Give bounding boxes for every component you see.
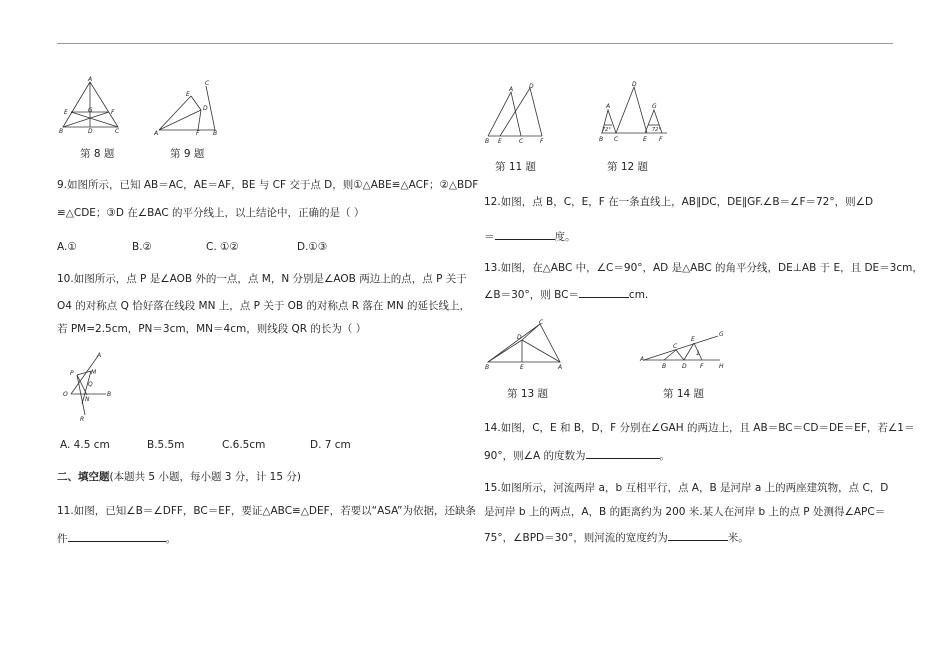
f14-label-D: D	[682, 363, 687, 370]
header-rule	[57, 43, 893, 44]
caption-fig12: 第 12 题	[607, 161, 649, 173]
f13-label-E: E	[520, 364, 524, 371]
q13-line1: 13.如图，在△ABC 中，∠C＝90°，AD 是△ABC 的角平分线，DE⊥AB 于 E，且 DE＝3cm，	[484, 262, 923, 274]
f14-label-F: F	[700, 363, 704, 370]
f12-label-B: B	[599, 136, 604, 143]
q9-option-d[interactable]: D.①③	[297, 241, 328, 253]
q12-prefix: ＝	[484, 231, 495, 243]
f13-label-A: A	[558, 364, 563, 371]
q12-line2	[484, 228, 576, 244]
f8-label-F: F	[111, 109, 115, 116]
q15-line1: 15.如图所示，河流两岸 a，b 互相平行，点 A，B 是河岸 a 上的两座建筑物，点 C，D	[484, 482, 889, 494]
q15-suffix: 米。	[727, 532, 749, 544]
f8-label-A: A	[88, 76, 93, 83]
figure-11-triangles	[484, 84, 550, 146]
f8-label-E: E	[64, 109, 68, 116]
q10-option-d[interactable]: D. 7 cm	[310, 439, 351, 451]
f10-label-N: N	[85, 396, 90, 403]
f9-label-A: A	[154, 130, 159, 137]
f8-label-D: D	[88, 128, 93, 135]
q14-line2	[484, 447, 670, 463]
q10-line3: 若 PM=2.5cm，PN＝3cm，MN＝4cm，则线段 QR 的长为（ ）	[57, 323, 367, 335]
f14-label-A: A	[640, 356, 645, 363]
f11-label-B: B	[485, 138, 490, 145]
caption-fig9: 第 9 题	[170, 148, 205, 160]
f9-label-E: E	[186, 91, 190, 98]
caption-fig14: 第 14 题	[663, 388, 705, 400]
q15-prefix: 75°，∠BPD＝30°，则河流的宽度约为	[484, 532, 668, 544]
q12-line1: 12.如图，点 B，C，E，F 在一条直线上，AB∥DC，DE∥GF.∠B＝∠F＝72°，则∠D	[484, 196, 874, 208]
f10-label-A: A	[97, 352, 102, 359]
q11-prefix: 件	[57, 533, 68, 545]
f10-label-B: B	[107, 391, 112, 398]
f14-label-H: H	[719, 363, 724, 370]
f10-label-P: P	[70, 370, 74, 377]
q10-line2: O4 的对称点 Q 恰好落在线段 MN 上，点 P 关于 OB 的对称点 R 落在 MN 的延长线上，	[57, 300, 471, 312]
q10-option-a[interactable]: A. 4.5 cm	[60, 439, 110, 451]
f9-label-C: C	[205, 80, 210, 87]
figure-13-triangle	[484, 318, 564, 372]
f10-label-R: R	[80, 416, 85, 423]
f8-label-C: C	[115, 128, 120, 135]
f10-label-Q: Q	[88, 381, 93, 388]
f11-label-C: C	[519, 138, 524, 145]
f12-label-A: A	[606, 103, 611, 110]
f10-label-O: O	[63, 391, 68, 398]
f9-label-D: D	[203, 105, 208, 112]
f9-label-F: F	[196, 130, 200, 137]
f12-label-72-right: 72°	[652, 127, 661, 133]
f12-label-E: E	[643, 136, 647, 143]
f12-label-F: F	[659, 136, 663, 143]
q13-answer-blank[interactable]	[579, 286, 629, 298]
f11-label-D: D	[529, 83, 534, 90]
f8-label-B: B	[59, 128, 64, 135]
q11-line1: 11.如图，已知∠B＝∠DFF，BC＝EF，要证△ABC≌△DEF，若要以“ASA”为依据，还缺条	[57, 505, 476, 517]
q14-prefix: 90°，则∠A 的度数为	[484, 450, 586, 462]
f14-label-1: 1	[696, 350, 700, 357]
f14-label-G: G	[719, 331, 724, 338]
q13-line2	[484, 286, 648, 302]
f14-label-B: B	[662, 363, 667, 370]
f11-label-F: F	[540, 138, 544, 145]
figure-9-triangles	[151, 80, 223, 136]
q10-option-b[interactable]: B.5.5m	[147, 439, 185, 451]
q11-answer-blank[interactable]	[68, 530, 166, 542]
q14-answer-blank[interactable]	[586, 447, 660, 459]
q9-option-a[interactable]: A.①	[57, 241, 77, 253]
caption-fig11: 第 11 题	[495, 161, 537, 173]
q12-answer-blank[interactable]	[495, 228, 555, 240]
f12-label-G: G	[652, 103, 657, 110]
q11-suffix: 。	[165, 533, 176, 545]
q9-line2: ≌△CDE；③D 在∠BAC 的平分线上，以上结论中，正确的是（ ）	[57, 207, 365, 219]
q10-option-c[interactable]: C.6.5cm	[222, 439, 266, 451]
f14-label-E: E	[691, 336, 695, 343]
figure-14-angle	[640, 330, 724, 372]
f13-label-C: C	[539, 319, 544, 326]
q14-suffix: 。	[659, 450, 671, 462]
f10-label-M: M	[91, 369, 97, 376]
f12-label-D: D	[632, 81, 637, 88]
caption-fig8: 第 8 题	[80, 148, 115, 160]
q13-suffix: cm.	[628, 289, 649, 301]
q9-option-c[interactable]: C. ①②	[206, 241, 239, 253]
f12-label-C: C	[614, 136, 619, 143]
section-2-title: 二、填空题	[57, 471, 110, 483]
q13-prefix: ∠B＝30°，则 BC＝	[484, 289, 579, 301]
q10-line1: 10.如图所示，点 P 是∠AOB 外的一点，点 M，N 分别是∠AOB 两边上的点，点 P 关于	[57, 273, 467, 285]
f11-label-A: A	[509, 86, 514, 93]
q9-line1: 9.如图所示，已知 AB＝AC，AE＝AF，BE 与 CF 交于点 D，则①△ABE≌△ACF；②△BDF	[57, 179, 479, 191]
q11-line2	[57, 530, 176, 546]
figure-10-angle	[58, 352, 114, 422]
q14-line1: 14.如图，C，E 和 B，D，F 分别在∠GAH 的两边上，且 AB＝BC＝CD＝DE＝EF，若∠1＝	[484, 422, 915, 434]
f8-label-G: G	[88, 107, 93, 114]
f13-label-B: B	[485, 364, 490, 371]
f11-label-E: E	[498, 138, 502, 145]
f9-label-B: B	[213, 130, 218, 137]
q9-option-b[interactable]: B.②	[132, 241, 152, 253]
caption-fig13: 第 13 题	[507, 388, 549, 400]
section-2-desc: (本题共 5 小题，每小题 3 分，计 15 分)	[109, 471, 301, 483]
section-2-heading	[57, 470, 301, 484]
q15-answer-blank[interactable]	[668, 529, 728, 541]
q15-line2: 是河岸 b 上的两点，A，B 的距离约为 200 米.某人在河岸 b 上的点 P 处测得∠APC＝	[484, 506, 886, 518]
q15-line3	[484, 529, 749, 545]
f12-label-72-left: 72°	[602, 127, 611, 133]
f14-label-C: C	[673, 343, 678, 350]
q12-suffix: 度。	[554, 231, 576, 243]
f13-label-D: D	[517, 334, 522, 341]
figure-8-triangle	[58, 76, 124, 134]
figure-12-triangles	[599, 80, 671, 146]
